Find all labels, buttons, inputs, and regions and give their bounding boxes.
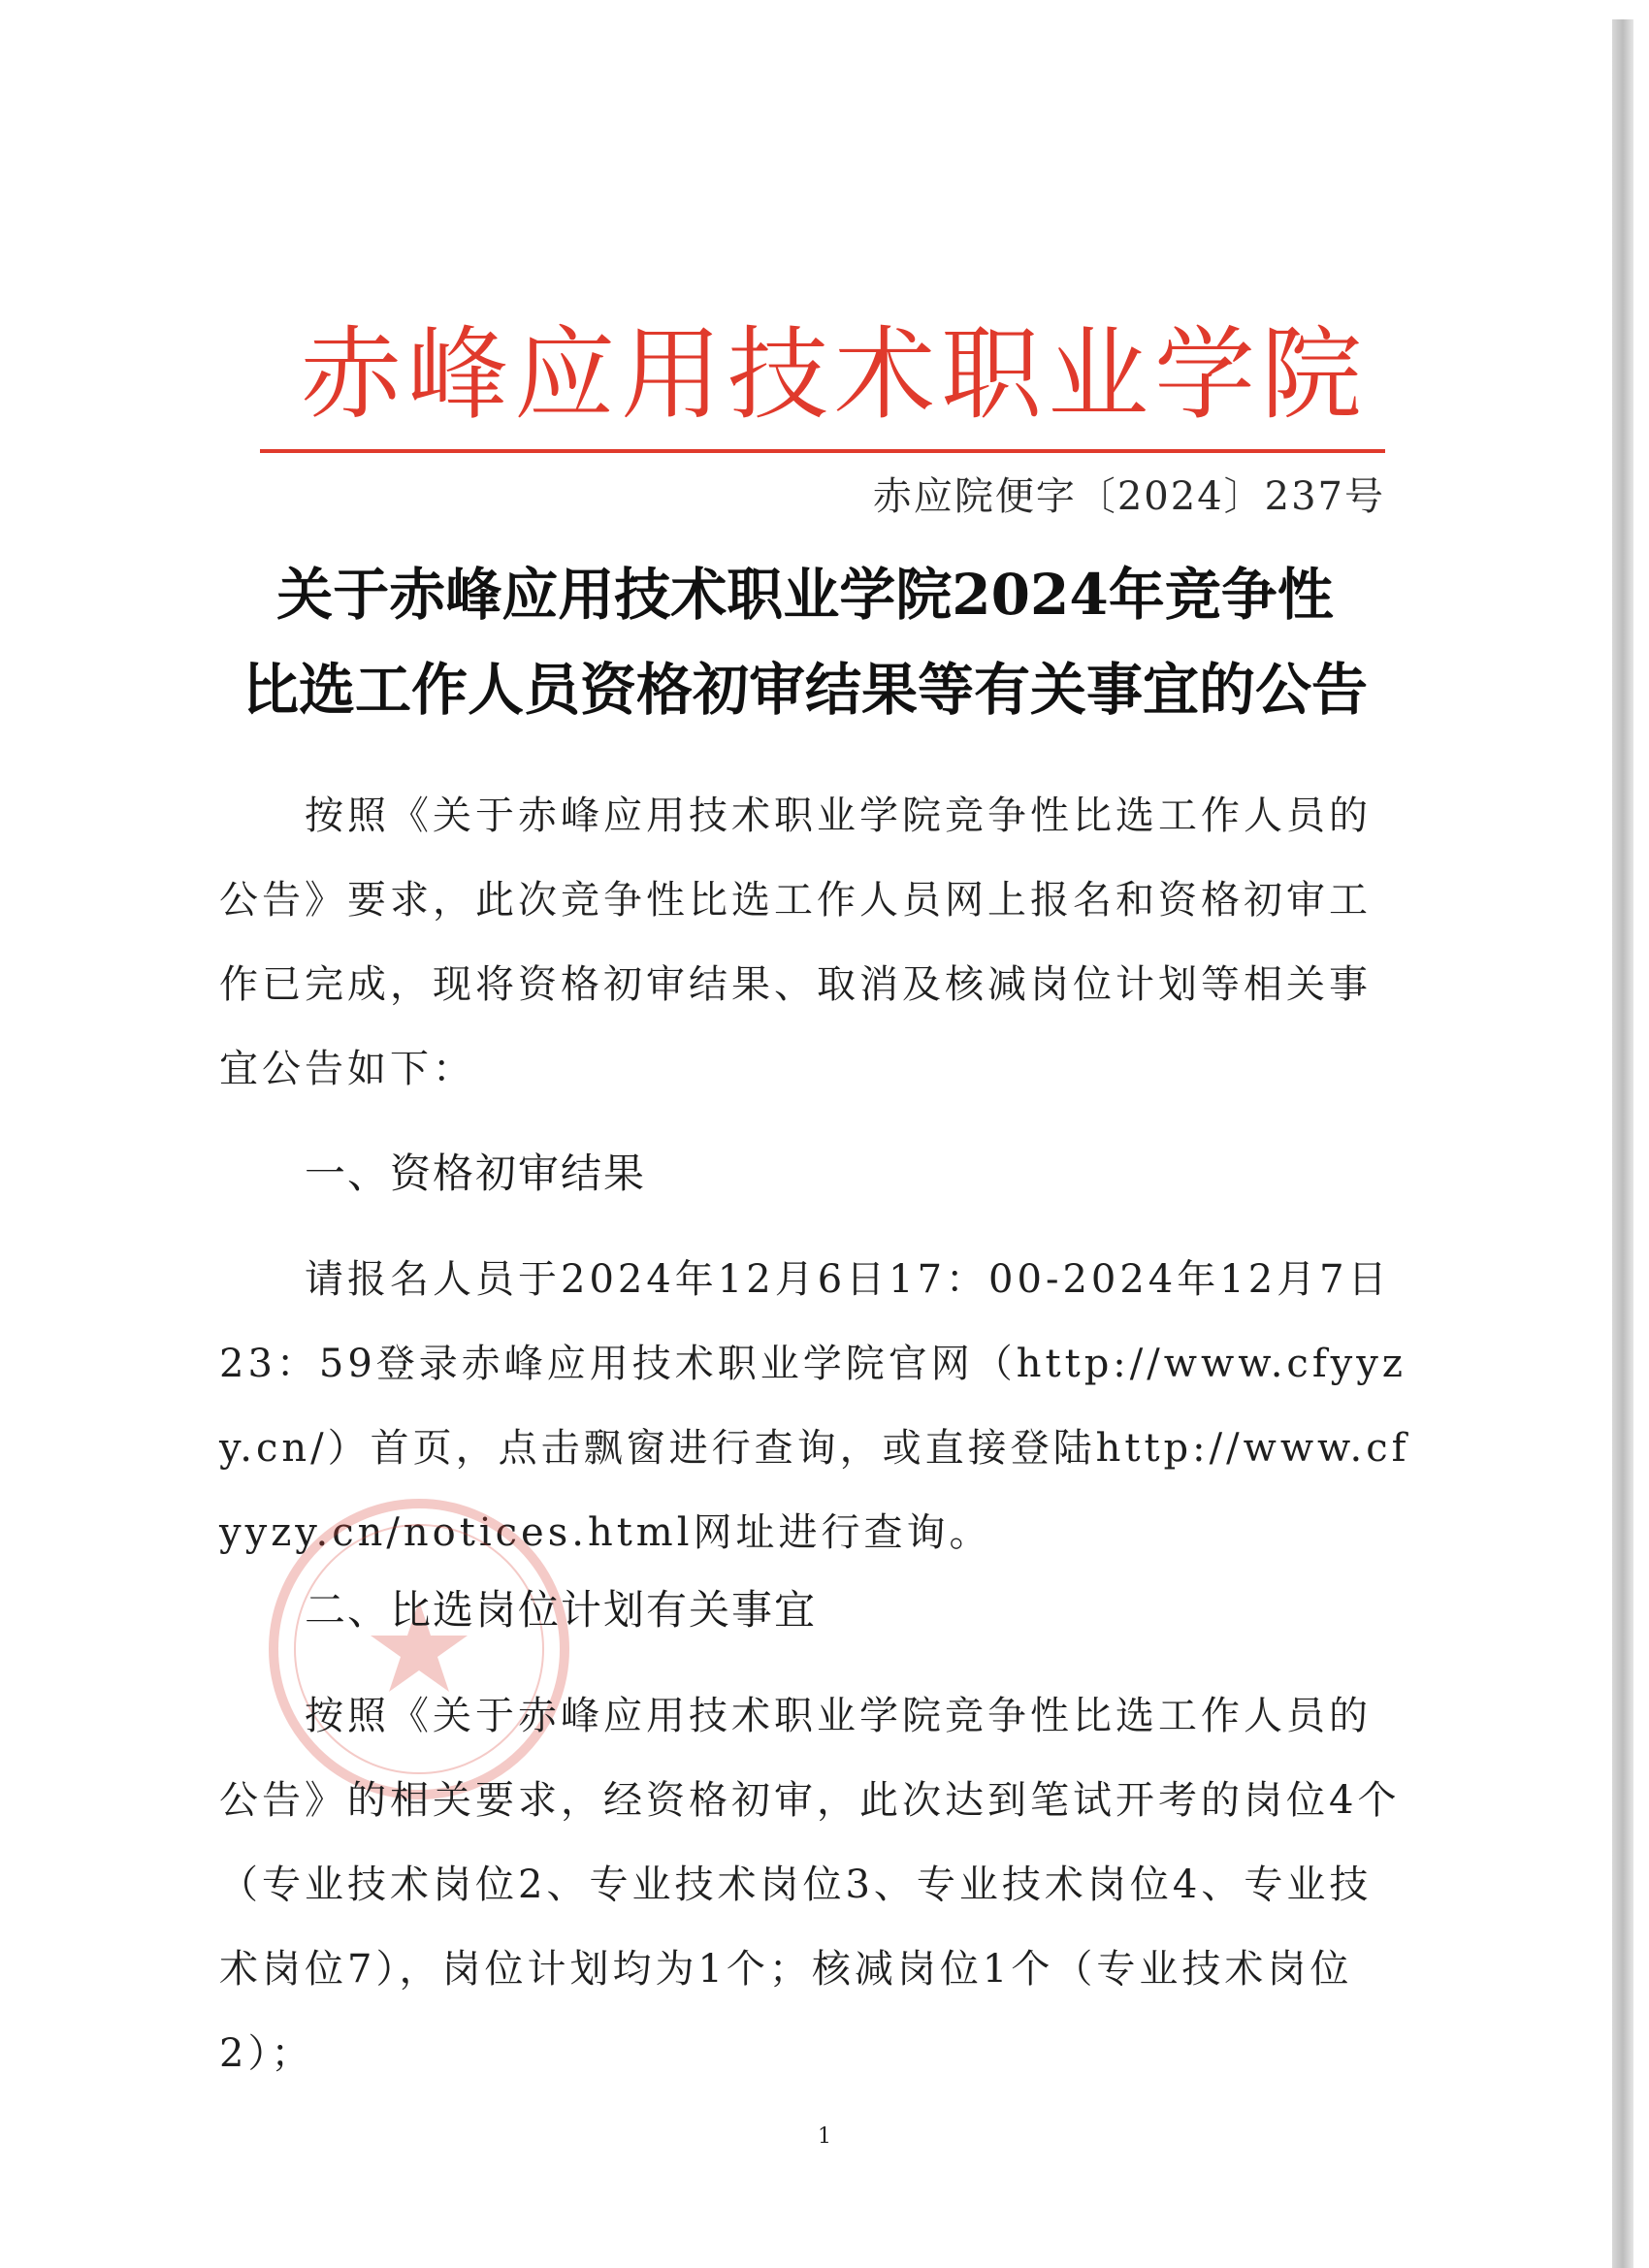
scan-edge-shadow [1612, 19, 1633, 2268]
title-line-2: 比选工作人员资格初审结果等有关事宜的公告 [242, 657, 1368, 723]
section-2-paragraph: 按照《关于赤峰应用技术职业学院竞争性比选工作人员的公告》的相关要求，经资格初审，此次达到笔试开考的岗位4个（专业技术岗位2、专业技术岗位3、专业技术岗位4、专业技术岗位7），岗位计划均为1个；核减岗位1个（专业技术岗位2）； [219, 1694, 1401, 2076]
section-1-paragraph: 请报名人员于2024年12月6日17：00-2024年12月7日23：59登录赤峰应用技术职业学院官网（http://www.cfyyzy.cn/）首页，点击飘窗进行查询，或直接登陆http://www.cfyyzy.cn/notices.html网址进行查询。 [219, 1257, 1410, 1555]
letterhead-institution-name: 赤峰应用技术职业学院 [300, 315, 1368, 434]
letterhead-red-rule [260, 449, 1385, 453]
document-number: 赤应院便字〔2024〕237号 [872, 474, 1385, 519]
page-number: 1 [818, 2124, 831, 2149]
section-1-heading: 一、资格初审结果 [305, 1150, 647, 1197]
title-line-1: 关于赤峰应用技术职业学院2024年竞争性 [276, 562, 1334, 628]
intro-paragraph: 按照《关于赤峰应用技术职业学院竞争性比选工作人员的公告》要求，此次竞争性比选工作人员网上报名和资格初审工作已完成，现将资格初审结果、取消及核减岗位计划等相关事宜公告如下： [219, 794, 1372, 1091]
section-2-heading: 二、比选岗位计划有关事宜 [305, 1586, 818, 1634]
